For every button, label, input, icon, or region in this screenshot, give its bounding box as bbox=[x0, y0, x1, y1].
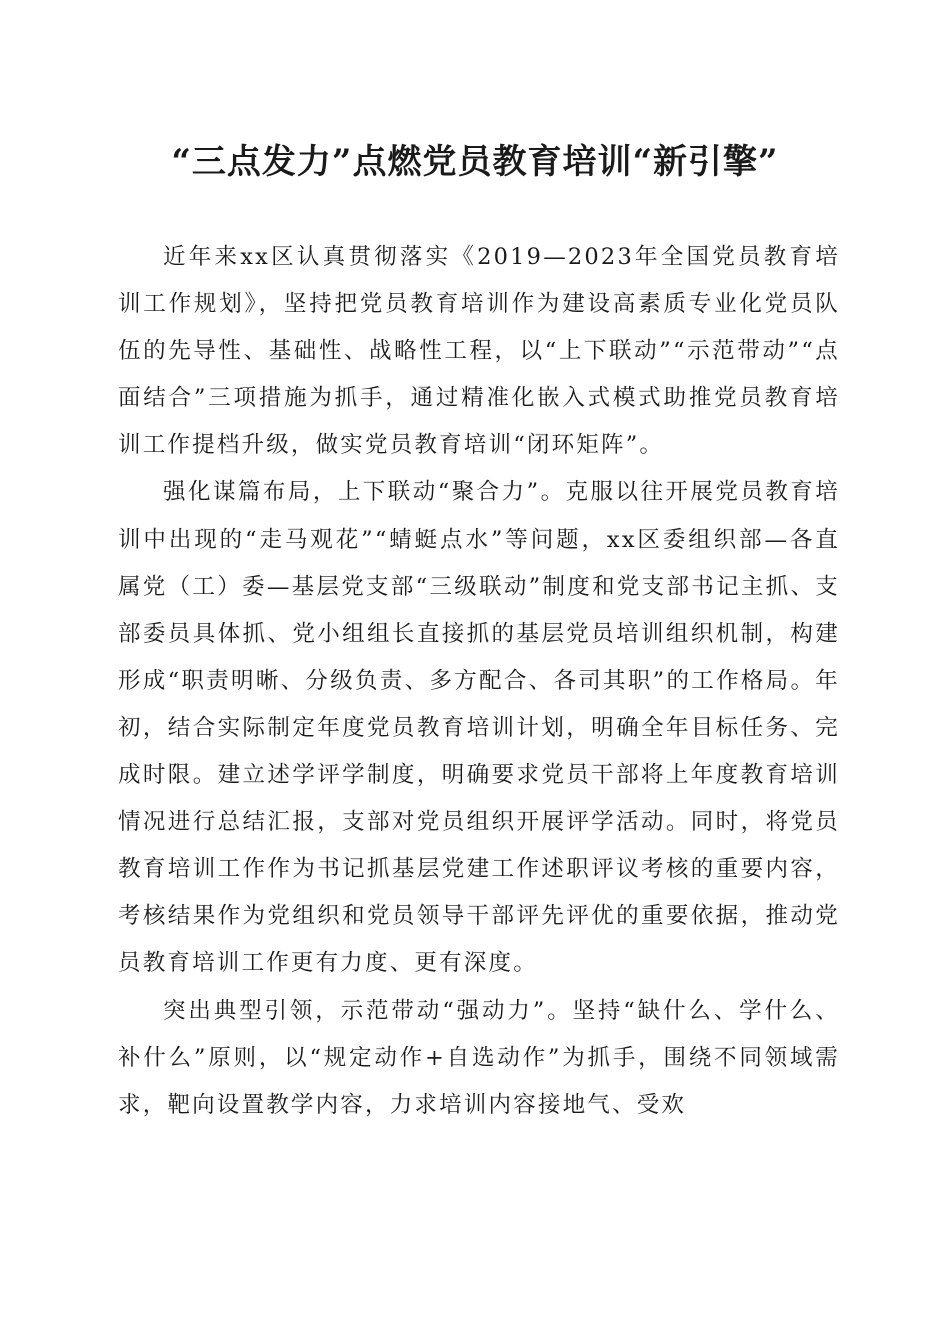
document-title: “三点发力”点燃党员教育培训“新引擎” bbox=[171, 142, 779, 182]
document-body bbox=[118, 234, 840, 1129]
paragraph-demonstration: 突出典型引领，示范带动“强动力”。坚持“缺什么、学什么、补什么”原则，以“规定动作+自选动作”为抓手，围绕不同领域需求，靶向设置教学内容，力求培训内容接地气、受欢 bbox=[118, 997, 840, 1118]
paragraph-intro: 近年来xx区认真贯彻落实《2019—2023年全国党员教育培训工作规划》，坚持把党员教育培训作为建设高素质专业化党员队伍的先导性、基础性、战略性工程，以“上下联动”“示范带动”“点面结合”三项措施为抓手，通过精准化嵌入式模式助推党员教育培训工作提档升级，做实党员教育培训“闭环矩阵”。 bbox=[118, 244, 840, 459]
paragraph-linkage: 强化谋篇布局，上下联动“聚合力”。克服以往开展党员教育培训中出现的“走马观花”“蜻蜓点水”等问题，xx区委组织部—各直属党（工）委—基层党支部“三级联动”制度和党支部书记主抓、支部委员具体抓、党小组组长直接抓的基层党员培训组织机制，构建形成“职责明晰、分级负责、多方配合、各司其职”的工作格局。年初，结合实际制定年度党员教育培训计划，明确全年目标任务、完成时限。建立述学评学制度，明确要求党员干部将上年度教育培训情况进行总结汇报，支部对党员组织开展评学活动。同时，将党员教育培训工作作为书记抓基层党建工作述职评议考核的重要内容，考核结果作为党组织和党员领导干部评先评优的重要依据，推动党员教育培训工作更有力度、更有深度。 bbox=[118, 479, 840, 977]
